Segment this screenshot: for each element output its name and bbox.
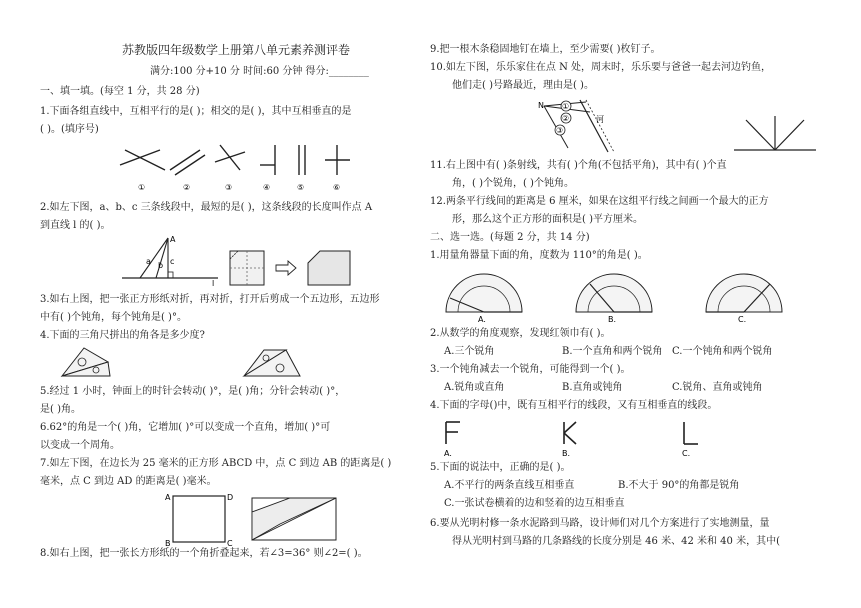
c1-option-c: C. <box>738 315 747 324</box>
q10-route-3: ③ <box>556 126 564 135</box>
protractor-c <box>706 274 782 312</box>
q7-square-figure <box>165 492 235 548</box>
q2-segments-figure <box>120 234 220 286</box>
q3-fold-figure <box>228 247 368 287</box>
q5-line1: 5.经过 1 小时，钟面上的时针会转动( )°，是( )角；分针会转动( )°， <box>40 386 346 397</box>
q12-line2: 形，那么这个正方形的面积是( )平方厘米。 <box>452 214 643 225</box>
q8-line: 8.如右上图，把一张长方形纸的一个角折叠起来，若∠3=36° 则∠2=( )。 <box>40 548 368 559</box>
q12-line1: 12.两条平行线间的距离是 6 厘米，如果在这组平行线之间画一个最大的正方 <box>430 196 769 207</box>
c1-protractors-figure <box>440 268 810 322</box>
q3-line2: 中有( )个钝角，每个钝角是( )°。 <box>40 312 187 323</box>
c4-option-a: A. <box>444 449 452 458</box>
c5-line: 5.下面的说法中，正确的是( )。 <box>430 462 571 473</box>
q1-line1: 1.下面各组直线中，互相平行的是( )；相交的是( )，其中互相垂直的是 <box>40 106 352 117</box>
q1-label-3: ③ <box>225 183 233 192</box>
q11-line1: 11.右上图中有( )条射线，共有( )个角(不包括平角)，其中有( )个直 <box>430 160 727 171</box>
c2-line: 2.从数学的角度观察，发现红领巾有( )。 <box>430 328 611 339</box>
q1-lines-figure <box>115 140 385 198</box>
c1-option-b: B. <box>608 315 617 324</box>
q7-vertex-a: A <box>165 493 171 502</box>
q5-line2: 是( )角。 <box>40 404 81 415</box>
q2-point-a: A <box>170 235 176 244</box>
q7-vertex-c: C <box>227 539 233 548</box>
q10-point-n: N <box>538 101 544 110</box>
c4-letters-figure <box>440 418 740 458</box>
c5-option-c: C.一张试卷横着的边和竖着的边互相垂直 <box>444 498 625 509</box>
c3-option-a: A.锐角或直角 <box>444 382 505 393</box>
letter-l <box>684 422 698 444</box>
c2-option-a: A.三个锐角 <box>444 346 495 357</box>
page-title: 苏教版四年级数学上册第八单元素养测评卷 <box>122 43 351 57</box>
q1-label-4: ④ <box>263 183 271 192</box>
q6-line1: 6.62°的角是一个( )角，它增加( )°可以变成一个直角，增加( )°可 <box>40 422 331 433</box>
section2-heading: 二、选一选。(每题 2 分，共 14 分) <box>430 232 590 243</box>
q10-river-figure <box>538 96 618 156</box>
score-line: 满分:100 分+10 分 时间:60 分钟 得分:________ <box>150 66 369 77</box>
section1-heading: 一、填一填。(每空 1 分，共 28 分) <box>40 86 200 97</box>
q11-rays-figure <box>730 112 820 154</box>
q7-line2: 毫米，点 C 到边 AD 的距离是( )毫米。 <box>40 476 217 487</box>
c1-option-a: A. <box>478 315 486 324</box>
q2-line1: 2.如左下图，a、b、c 三条线段中，最短的是( )，这条线段的长度叫作点 A <box>40 202 373 213</box>
q1-line2: ( )。(填序号) <box>40 124 99 135</box>
q2-line-l: l <box>212 279 215 288</box>
q7-vertex-d: D <box>227 493 234 502</box>
c2-option-c: C.一个钝角和两个锐角 <box>672 346 773 357</box>
q4-setsquares-figure <box>60 346 320 380</box>
q2-line2: 到直线 l 的( )。 <box>40 220 111 231</box>
q10-route-1: ① <box>562 102 570 111</box>
c3-option-b: B.直角或钝角 <box>562 382 623 393</box>
c5-option-a: A.不平行的两条直线互相垂直 <box>444 480 575 491</box>
q10-line1: 10.如左下图，乐乐家住在点 N 处，周末时，乐乐要与爸爸一起去河边钓鱼， <box>430 62 772 73</box>
q10-route-2: ② <box>562 114 570 123</box>
c4-line: 4.下面的字母()中，既有互相平行的线段，又有互相垂直的线段。 <box>430 400 718 411</box>
q6-line2: 以变成一个周角。 <box>40 440 120 451</box>
c1-line: 1.用量角器量下面的角，度数为 110°的角是( )。 <box>430 250 648 261</box>
c2-option-b: B.一个直角和两个锐角 <box>562 346 663 357</box>
q2-seg-a: a <box>146 257 151 266</box>
q2-seg-b: b <box>158 261 164 270</box>
q9-line: 9.把一根木条稳固地钉在墙上，至少需要( )枚钉子。 <box>430 44 661 55</box>
q2-seg-c: c <box>170 257 175 266</box>
protractor-b <box>576 274 652 312</box>
c4-option-c: C. <box>682 449 691 458</box>
c3-option-c: C.锐角、直角或钝角 <box>672 382 763 393</box>
q7-vertex-b: B <box>165 539 171 548</box>
q1-label-2: ② <box>183 183 191 192</box>
c5-option-b: B.不大于 90°的角都是锐角 <box>618 480 740 491</box>
q10-river-label: 河 <box>596 115 604 124</box>
c6-line2: 得从光明村到马路的几条路线的长度分别是 46 米、42 米和 40 米，其中( <box>452 536 780 547</box>
letter-f <box>446 422 460 444</box>
letter-k <box>564 422 576 444</box>
c6-line1: 6.要从光明村修一条水泥路到马路，设计师们对几个方案进行了实地测量，量 <box>430 518 770 529</box>
c3-line: 3.一个钝角减去一个锐角，可能得到一个( )。 <box>430 364 631 375</box>
q8-folded-rect-figure <box>250 494 340 544</box>
q1-label-5: ⑤ <box>297 183 305 192</box>
q11-line2: 角，( )个锐角，( )个钝角。 <box>452 178 574 189</box>
q1-label-6: ⑥ <box>333 183 341 192</box>
c4-option-b: B. <box>562 449 571 458</box>
q4-line: 4.下面的三角尺拼出的角各是多少度? <box>40 330 205 341</box>
q7-line1: 7.如左下图，在边长为 25 毫米的正方形 ABCD 中，点 C 到边 AB 的距离是( ) <box>40 458 392 469</box>
q3-line1: 3.如右上图，把一张正方形纸对折，再对折，打开后剪成一个五边形，五边形 <box>40 294 380 305</box>
q10-line2: 他们走( )号路最近，理由是( )。 <box>452 80 594 91</box>
q1-label-1: ① <box>138 183 146 192</box>
protractor-a <box>446 274 522 312</box>
